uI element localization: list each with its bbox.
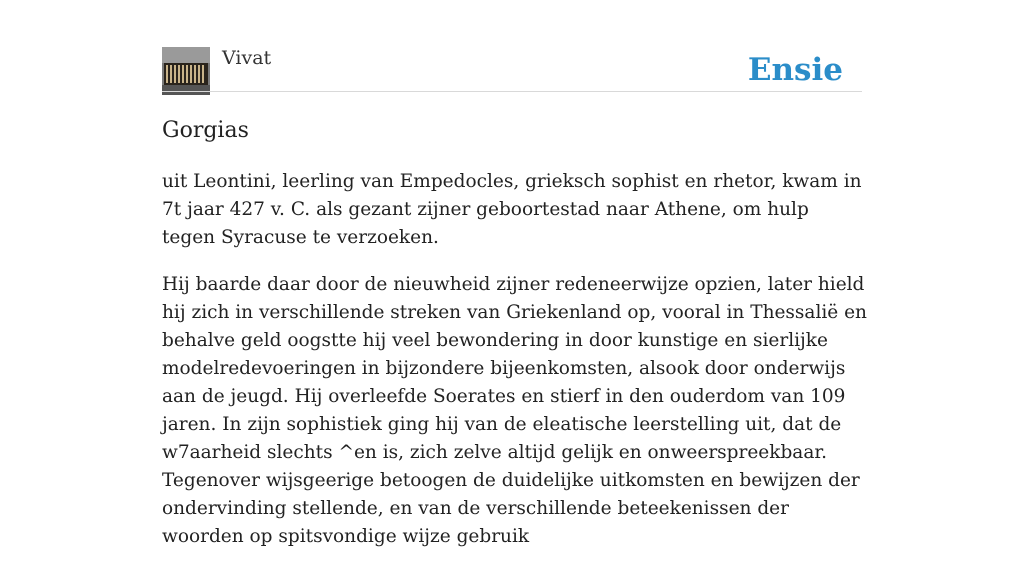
article-paragraph: uit Leontini, leerling van Empedocles, grieksch sophist en rhetor, kwam in 7t jaar 427 v. C. als gezant zijner geboortestad naar Athene, om hulp tegen Syracuse te verzoeken. [162, 171, 862, 248]
avatar-image [162, 47, 210, 95]
brand-logo[interactable]: Ensie [747, 52, 843, 88]
article-body [162, 168, 867, 570]
article-paragraph: Hij baarde daar door de nieuwheid zijner redeneerwijze opzien, later hield hij zich in verschillende streken van Griekenland op, vooral in Thessalië en behalve geld oogstte hij veel bewondering in door kunstige en sierlijke modelredevoeringen in bijzondere bijeenkomsten, alsook door onderwijs aan de jeugd. Hij overleefde Soerates en stierf in den ouderdom van 109 jaren. In zijn sophistiek ging hij van de eleatische leerstelling uit, dat de w7aarheid slechts ^en is, zich zelve altijd gelijk en onweerspreekbaar. Tegenover wijsgeerige betoogen de duidelijke uitkomsten en bewijzen der ondervinding stellende, en van de verschillende beteekenissen der woorden op spitsvondige wijze gebruik [162, 274, 867, 547]
header-divider [162, 91, 862, 92]
author-name[interactable]: Vivat [222, 47, 272, 69]
author-avatar[interactable] [162, 47, 210, 95]
page-title: Gorgias [162, 118, 249, 143]
